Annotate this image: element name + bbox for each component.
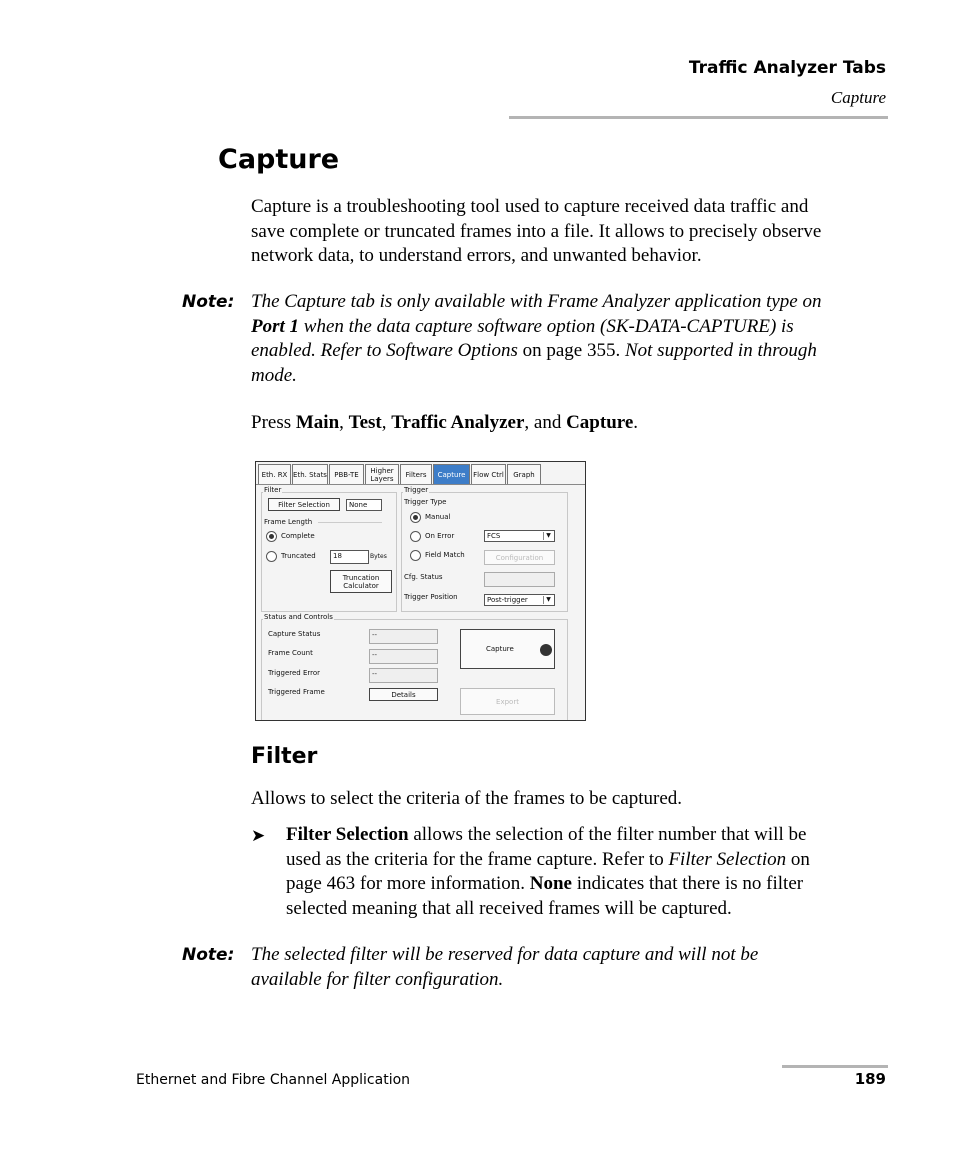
tab-eth-rx[interactable]: Eth. RX [258, 464, 291, 485]
section-title: Capture [218, 144, 340, 175]
status-controls-label: Status and Controls [264, 613, 333, 621]
truncated-label: Truncated [281, 552, 316, 560]
triggered-frame-label: Triggered Frame [268, 688, 325, 696]
trigger-position-value: Post-trigger [487, 596, 528, 604]
export-button[interactable]: Export [460, 688, 555, 715]
bullet-line [286, 872, 886, 897]
header-rule [509, 116, 888, 119]
bullet-line [286, 848, 886, 873]
note-text [251, 943, 891, 992]
truncated-radio[interactable] [266, 551, 277, 562]
triggered-error-field: -- [369, 668, 438, 683]
bullet-span: on [786, 848, 810, 870]
trigger-group-label: Trigger [404, 486, 429, 494]
subsection-title: Filter [251, 744, 318, 769]
note-line: The Capture tab is only available with Frame Analyzer application type on [251, 291, 822, 312]
capture-button[interactable] [460, 629, 555, 669]
frame-length-label: Frame Length [264, 518, 313, 526]
press-span: , [339, 412, 349, 433]
configuration-button[interactable]: Configuration [484, 550, 555, 565]
capture-button-label: Capture [486, 645, 514, 653]
tab-eth-stats[interactable]: Eth. Stats [292, 464, 328, 485]
trigger-position-select[interactable] [484, 594, 555, 606]
note-page-ref: on page 355. [522, 340, 621, 361]
trigger-position-label: Trigger Position [404, 593, 458, 601]
tab-baseline [256, 484, 586, 485]
intro-line: Capture is a troubleshooting tool used to capture received data traffic and [251, 196, 809, 217]
bytes-label: Bytes [370, 553, 387, 560]
truncation-calculator-button[interactable]: Truncation Calculator [330, 570, 392, 593]
complete-radio[interactable] [266, 531, 277, 542]
bullet-line: selected meaning that all received frames will be captured. [286, 897, 732, 919]
triggered-error-label: Triggered Error [268, 669, 321, 677]
frame-count-label: Frame Count [268, 649, 313, 657]
cfg-status-field [484, 572, 555, 587]
note-span: Not supported in through [620, 340, 817, 361]
press-capture: Capture [566, 412, 634, 433]
bullet-italic: Filter Selection [668, 848, 787, 870]
bullet-span: allows the selection of the filter number that will be [408, 824, 807, 845]
field-match-label: Field Match [425, 551, 465, 559]
press-main: Main [295, 412, 340, 433]
complete-label: Complete [281, 532, 315, 540]
manual-radio[interactable] [410, 512, 421, 523]
cfg-status-label: Cfg. Status [404, 573, 443, 581]
press-span: , [381, 412, 392, 433]
bullet-bold: None [529, 873, 572, 894]
filter-selection-button[interactable]: Filter Selection [268, 498, 340, 511]
bullet-arrow-icon: ➤ [251, 826, 266, 845]
running-header-subtitle: Capture [830, 88, 886, 107]
note-line: The selected filter will be reserved for data capture and will not be [251, 944, 759, 965]
frame-count-field: -- [369, 649, 438, 664]
capture-status-field: -- [369, 629, 438, 644]
note-line [251, 339, 891, 364]
note-label: Note: [182, 945, 235, 965]
field-match-radio[interactable] [410, 550, 421, 561]
note-bold: Port 1 [251, 315, 300, 337]
press-test: Test [348, 412, 382, 433]
filter-intro: Allows to select the criteria of the frames to be captured. [251, 788, 683, 809]
tab-pbb-te[interactable]: PBB-TE [329, 464, 364, 485]
bullet-bold: Filter Selection [286, 824, 409, 845]
bullet-text [286, 823, 886, 921]
note-line: mode. [251, 364, 297, 386]
note-line: available for filter configuration. [251, 968, 504, 990]
trigger-type-label: Trigger Type [404, 498, 447, 506]
frame-length-rule [318, 522, 382, 523]
capture-status-label: Capture Status [268, 630, 321, 638]
manual-label: Manual [425, 513, 451, 521]
intro-paragraph [251, 195, 821, 269]
press-span: Press [251, 412, 296, 433]
page-number: 189 [854, 1070, 886, 1088]
tab-filters[interactable]: Filters [400, 464, 432, 485]
press-span: . [633, 412, 639, 433]
tab-higher-layers[interactable]: Higher Layers [365, 464, 399, 485]
note-span: enabled. Refer to Software Options [251, 340, 523, 361]
bullet-span: indicates that there is no filter [572, 873, 804, 894]
intro-line: save complete or truncated frames into a file. It allows to precisely observe [251, 220, 822, 242]
on-error-label: On Error [425, 532, 455, 540]
note-text [251, 290, 891, 388]
on-error-value: FCS [487, 532, 501, 540]
bullet-span: used as the criteria for the frame capture. Refer to [286, 848, 669, 870]
note-line [251, 315, 891, 340]
chevron-down-icon: ▼ [543, 532, 553, 540]
tab-graph[interactable]: Graph [507, 464, 541, 485]
on-error-select[interactable] [484, 530, 555, 542]
record-indicator-icon [540, 644, 552, 656]
bullet-span: page 463 for more information. [286, 873, 530, 894]
intro-line: network data, to understand errors, and unwanted behavior. [251, 245, 702, 266]
running-header-title: Traffic Analyzer Tabs [688, 58, 886, 78]
filter-value-field: None [346, 499, 382, 511]
press-instruction [251, 411, 638, 436]
tab-capture[interactable]: Capture [433, 464, 470, 485]
press-span: , and [524, 412, 567, 433]
tab-flow-ctrl[interactable]: Flow Ctrl [471, 464, 506, 485]
chevron-down-icon: ▼ [543, 596, 553, 604]
footer-title: Ethernet and Fibre Channel Application [136, 1072, 411, 1088]
bullet-line [286, 823, 886, 848]
capture-tab-screenshot [255, 461, 586, 721]
note-span: when the data capture software option (SK-DATA-CAPTURE) is [299, 315, 794, 337]
details-button[interactable]: Details [369, 688, 438, 701]
on-error-radio[interactable] [410, 531, 421, 542]
truncated-bytes-input[interactable]: 18 [330, 550, 369, 564]
footer-rule [782, 1065, 888, 1068]
note-label: Note: [182, 292, 235, 312]
press-traffic-analyzer: Traffic Analyzer [391, 412, 525, 433]
filter-group-label: Filter [264, 486, 282, 494]
